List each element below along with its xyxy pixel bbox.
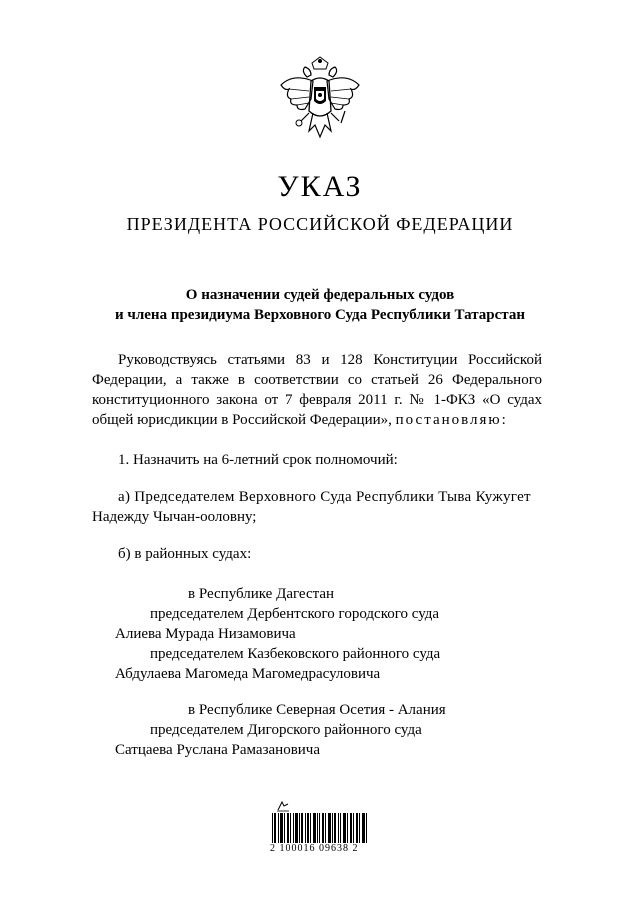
region-1-name-1: Алиева Мурада Низамовича [115,626,296,642]
item-a-line-2: Надежду Чычан-ооловну; [92,509,257,525]
region-1-position-1: председателем Дербентского городского суда [150,606,440,622]
region-1: в Республике Дагестан [188,586,335,602]
item-a-line-1: а) Председателем Верховного Суда Республики Тыва Кужугет [118,489,531,505]
preamble-paragraph [92,350,542,430]
preamble-action: постановляю: [395,412,508,428]
decree-subtitle: ПРЕЗИДЕНТА РОССИЙСКОЙ ФЕДЕРАЦИИ [126,214,514,234]
heading-line-1: О назначении судей федеральных судов [185,287,455,303]
barcode-number: 2 100016 09638 2 [270,843,359,854]
russian-coat-of-arms-icon [275,55,365,145]
region-2-position-1: председателем Дигорского районного суда [150,722,422,738]
decree-heading [0,285,640,325]
decree-title: УКАЗ [277,170,363,203]
heading-line-2: и члена президиума Верховного Суда Республики Татарстан [115,307,525,323]
region-2: в Республике Северная Осетия - Алания [188,702,446,718]
barcode-icon [270,805,370,847]
item-1: 1. Назначить на 6-летний срок полномочий: [118,452,398,468]
region-2-name-1: Сатцаева Руслана Рамазановича [115,742,321,758]
region-1-name-2: Абдулаева Магомеда Магомедрасуловича [115,666,381,682]
item-b: б) в районных судах: [118,546,252,562]
preamble-text: Руководствуясь статьями 83 и 128 Конституции Российской Федерации, а также в соответствии со статьей 26 Федерального конституционного закона от 7 февраля 2011 г. № 1-ФКЗ «О судах общей юрисдикции в Российской Федерации», [92,352,542,428]
region-1-position-2: председателем Казбековского районного суда [150,646,441,662]
